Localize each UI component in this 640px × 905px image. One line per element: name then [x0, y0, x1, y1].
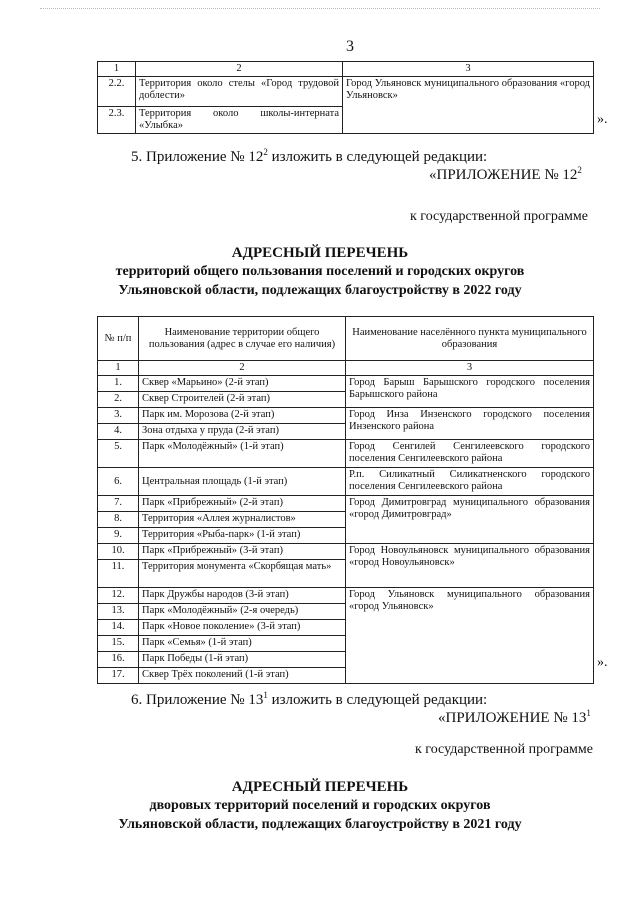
- table-row: [98, 588, 594, 604]
- section-subtitle: дворовых территорий поселений и городских округов: [149, 798, 491, 813]
- table-cell: Парк «Прибрежный» (2-й этап): [139, 496, 346, 512]
- table-cell: Парк «Новое поколение» (3-й этап): [139, 620, 346, 636]
- table-cell: 3.: [98, 408, 139, 424]
- table-row: [98, 77, 594, 107]
- table-cell: Парк «Прибрежный» (3-й этап): [139, 544, 346, 560]
- section-subtitle: Ульяновской области, подлежащих благоустройству в 2022 году: [118, 283, 522, 298]
- appendix-subtitle: к государственной программе: [410, 209, 588, 224]
- table-cell: Парк Дружбы народов (3-й этап): [139, 588, 346, 604]
- territories-table: [97, 316, 594, 684]
- table-cell: 2: [136, 62, 343, 77]
- table-cell: Территория около стелы «Город трудовой доблести»: [136, 77, 343, 107]
- table-cell: Парк Победы (1-й этап): [139, 652, 346, 668]
- table-cell: Сквер Строителей (2-й этап): [139, 392, 346, 408]
- superscript: 1: [263, 690, 268, 700]
- section-title: АДРЕСНЫЙ ПЕРЕЧЕНЬ: [231, 245, 409, 261]
- table-cell: 1: [98, 361, 139, 376]
- paragraph-6: [131, 692, 487, 709]
- table-cell: Сквер «Марьино» (2-й этап): [139, 376, 346, 392]
- table-cell: 3: [346, 361, 594, 376]
- table-cell: 11.: [98, 560, 139, 588]
- table-cell: Центральная площадь (1-й этап): [139, 468, 346, 496]
- table-cell: 17.: [98, 668, 139, 684]
- table-cell: Город Ульяновск муниципального образования «город Ульяновск»: [343, 77, 594, 134]
- table-cell: 8.: [98, 512, 139, 528]
- table-closing-mark: ».: [597, 112, 608, 127]
- table-cell: Зона отдыха у пруда (2-й этап): [139, 424, 346, 440]
- table-row: [98, 408, 594, 424]
- section-subtitle: территорий общего пользования поселений и городских округов: [115, 264, 525, 279]
- table-cell: Город Сенгилей Сенгилеевского городского поселения Сенгилеевского района: [346, 440, 594, 468]
- table-row: [98, 62, 594, 77]
- table-cell: 14.: [98, 620, 139, 636]
- table-cell: 6.: [98, 468, 139, 496]
- column-header: Наименование населённого пункта муниципального образования: [346, 317, 594, 361]
- table-cell: 13.: [98, 604, 139, 620]
- appendix-label: [429, 167, 582, 184]
- table-cell: 2.3.: [98, 107, 136, 134]
- table-cell: 12.: [98, 588, 139, 604]
- table-cell: Парк им. Морозова (2-й этап): [139, 408, 346, 424]
- paragraph-text: 6. Приложение № 13: [131, 692, 264, 708]
- scan-edge-line: [40, 8, 600, 9]
- table-cell: Сквер Трёх поколений (1-й этап): [139, 668, 346, 684]
- column-header: Наименование территории общего пользования (адрес в случае его наличия): [139, 317, 346, 361]
- superscript: 2: [577, 165, 582, 175]
- table-cell: 5.: [98, 440, 139, 468]
- continuation-table: [97, 61, 594, 134]
- table-closing-mark: ».: [597, 655, 608, 670]
- table-row: [98, 376, 594, 392]
- table-cell: Территория около школы-интерната «Улыбка»: [136, 107, 343, 134]
- table-cell: 7.: [98, 496, 139, 512]
- table-cell: Парк «Молодёжный» (2-я очередь): [139, 604, 346, 620]
- paragraph-text: 5. Приложение № 12: [131, 149, 264, 165]
- appendix-subtitle: к государственной программе: [415, 742, 593, 757]
- paragraph-text: изложить в следующей редакции:: [267, 692, 488, 708]
- appendix-label-text: «ПРИЛОЖЕНИЕ № 12: [429, 167, 578, 183]
- table-cell: Территория монумента «Скорбящая мать»: [139, 560, 346, 588]
- table-row: [98, 544, 594, 560]
- table-header-row: [98, 317, 594, 361]
- table-cell: Город Димитровград муниципального образования «город Димитровград»: [346, 496, 594, 544]
- column-header: № п/п: [98, 317, 139, 361]
- table-row: [98, 361, 594, 376]
- paragraph-5: [131, 149, 487, 166]
- table-cell: Территория «Аллея журналистов»: [139, 512, 346, 528]
- table-cell: 9.: [98, 528, 139, 544]
- table-row: [98, 496, 594, 512]
- table-cell: 10.: [98, 544, 139, 560]
- section-title: АДРЕСНЫЙ ПЕРЕЧЕНЬ: [231, 779, 409, 795]
- table-cell: Территория «Рыба-парк» (1-й этап): [139, 528, 346, 544]
- table-cell: 4.: [98, 424, 139, 440]
- superscript: 1: [586, 708, 591, 718]
- appendix-label: [438, 710, 591, 727]
- superscript: 2: [263, 147, 268, 157]
- table-cell: Город Барыш Барышского городского поселения Барышского района: [346, 376, 594, 408]
- table-cell: 2.: [98, 392, 139, 408]
- table-cell: 2: [139, 361, 346, 376]
- table-cell: 15.: [98, 636, 139, 652]
- table-cell: Город Новоульяновск муниципального образования «город Новоульяновск»: [346, 544, 594, 588]
- table-cell: Город Ульяновск муниципального образования «город Ульяновск»: [346, 588, 594, 684]
- paragraph-text: изложить в следующей редакции:: [267, 149, 488, 165]
- table-row: [98, 468, 594, 496]
- table-cell: Парк «Семья» (1-й этап): [139, 636, 346, 652]
- table-cell: 3: [343, 62, 594, 77]
- table-cell: Город Инза Инзенского городского поселения Инзенского района: [346, 408, 594, 440]
- table-cell: 2.2.: [98, 77, 136, 107]
- section-subtitle: Ульяновской области, подлежащих благоустройству в 2021 году: [118, 817, 522, 832]
- table-cell: 1: [98, 62, 136, 77]
- appendix-label-text: «ПРИЛОЖЕНИЕ № 13: [438, 710, 587, 726]
- table-row: [98, 440, 594, 468]
- table-cell: Р.п. Силикатный Силикатненского городского поселения Сенгилеевского района: [346, 468, 594, 496]
- table-cell: 16.: [98, 652, 139, 668]
- table-cell: 1.: [98, 376, 139, 392]
- page-number: 3: [346, 38, 354, 55]
- table-cell: Парк «Молодёжный» (1-й этап): [139, 440, 346, 468]
